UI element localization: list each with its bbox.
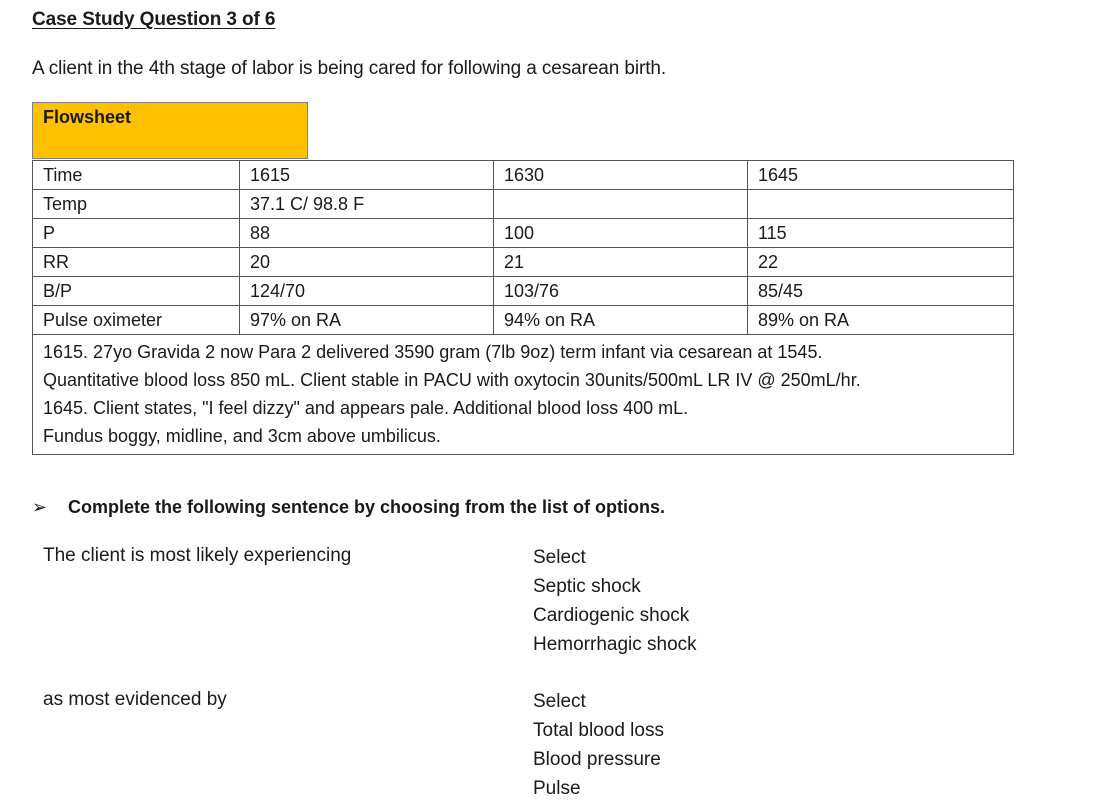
row-label-bp: B/P [33,277,240,306]
table-cell: 97% on RA [240,306,494,335]
arrow-bullet-icon: ➢ [32,497,48,517]
note-line: 1645. Client states, "I feel dizzy" and appears pale. Additional blood loss 400 mL. [43,398,689,418]
flowsheet-tab-label: Flowsheet [43,107,132,127]
row-label-time: Time [33,161,240,190]
table-cell: 1645 [748,161,1014,190]
instruction-prompt [32,497,665,518]
dropdown-options-2[interactable] [533,687,664,803]
table-cell [748,190,1014,219]
table-row [33,161,1014,190]
note-line: 1615. 27yo Gravida 2 now Para 2 delivered 3590 gram (7lb 9oz) term infant via cesarean at 1545. [43,342,823,362]
table-cell: 20 [240,248,494,277]
note-line: Fundus boggy, midline, and 3cm above umbilicus. [43,426,441,446]
table-cell: 124/70 [240,277,494,306]
dropdown-options-1[interactable] [533,543,697,659]
table-cell: 21 [494,248,748,277]
dropdown-option[interactable]: Blood pressure [533,749,661,770]
table-row [33,277,1014,306]
table-row [33,248,1014,277]
flowsheet-notes [33,335,1014,455]
dropdown-option[interactable]: Select [533,691,586,712]
table-cell: 89% on RA [748,306,1014,335]
table-row [33,335,1014,455]
table-cell: 100 [494,219,748,248]
table-cell [494,190,748,219]
table-cell: 85/45 [748,277,1014,306]
table-cell: 94% on RA [494,306,748,335]
table-row [33,190,1014,219]
row-label-temp: Temp [33,190,240,219]
row-label-pulse-oximeter: Pulse oximeter [33,306,240,335]
table-cell: 22 [748,248,1014,277]
note-line: Quantitative blood loss 850 mL. Client stable in PACU with oxytocin 30units/500mL LR IV @ 250mL/hr. [43,370,861,390]
dropdown-option[interactable]: Cardiogenic shock [533,605,690,626]
table-cell: 1630 [494,161,748,190]
row-label-rr: RR [33,248,240,277]
table-cell: 37.1 C/ 98.8 F [240,190,494,219]
case-intro: A client in the 4th stage of labor is being cared for following a cesarean birth. [32,58,667,79]
flowsheet-table [32,160,1014,455]
dropdown-option[interactable]: Pulse [533,778,581,799]
table-cell: 103/76 [494,277,748,306]
table-row [33,219,1014,248]
table-cell: 88 [240,219,494,248]
flowsheet-tab [32,102,308,159]
dropdown-option[interactable]: Select [533,547,586,568]
dropdown-option[interactable]: Hemorrhagic shock [533,634,697,655]
question-heading: Case Study Question 3 of 6 [32,9,276,30]
instruction-text: Complete the following sentence by choosing from the list of options. [68,497,666,517]
row-label-pulse: P [33,219,240,248]
table-cell: 115 [748,219,1014,248]
sentence-part-2: as most evidenced by [43,689,227,710]
table-cell: 1615 [240,161,494,190]
dropdown-option[interactable]: Total blood loss [533,720,664,741]
table-row [33,306,1014,335]
dropdown-option[interactable]: Septic shock [533,576,641,597]
sentence-part-1: The client is most likely experiencing [43,545,352,566]
